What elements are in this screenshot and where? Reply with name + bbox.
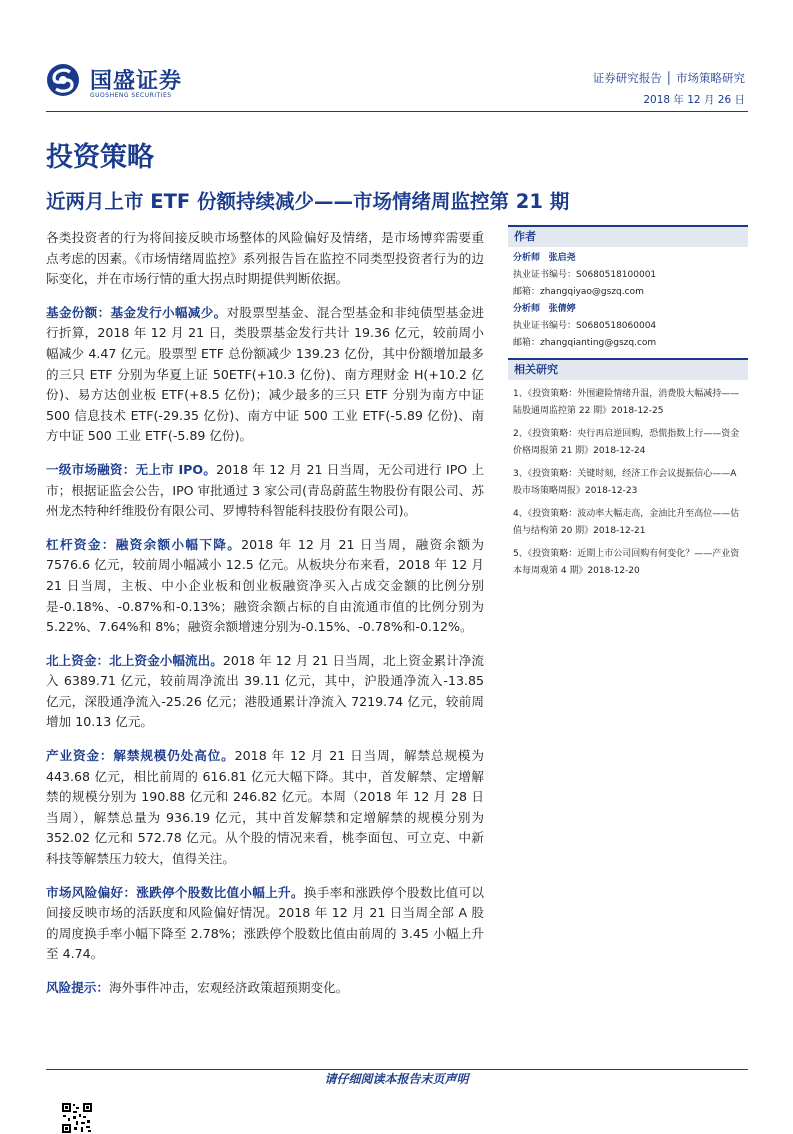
paragraph-text: 换手率和涨跌停个股数比值可以间接反映市场的活跃度和风险偏好情况。2018 年 12 月 21 日当周全部 A 股的周度换手率小幅下降至 2.78%；涨跌停个股数比值由前周的 3.45 小幅上升至 4.74。	[46, 884, 485, 962]
main-body	[46, 228, 484, 1012]
paragraph-keyword: 市场风险偏好：涨跌停个股数比值小幅上升。	[46, 884, 304, 900]
author-role: 分析师	[513, 304, 541, 314]
related-item[interactable]: 1、《投资策略：外围避险情绪升温，消费股大幅减持——陆股通周监控第 22 期》2018-12-25	[513, 389, 740, 416]
author-name: 张倩婷	[548, 304, 576, 314]
author-email[interactable]: 邮箱：zhangqiyao@gszq.com	[513, 287, 644, 297]
author-name: 张启尧	[548, 253, 576, 263]
company-logo-name: 国盛证券	[90, 69, 183, 94]
footer-disclaimer: 请仔细阅读本报告末页声明	[324, 1072, 469, 1086]
paragraph-text: 对股票型基金、混合型基金和非纯债型基金进行折算，2018 年 12 月 21 日，类股票基金发行共计 19.36 亿元，较前周小幅减少 4.47 亿元。股票型 ETF 总份额减少 139.23 亿份，其中份额增加最多的三只 ETF 分别为华夏上证 50ETF(+10.3 亿份)、南方理财金 H(+10.2 亿份)、易方达创业板 ETF(+8.5 亿份)；减少最多的三只 ETF 分别为南方中证 500 信息技术 ETF(-29.35 亿份)、南方中证 500 工业 ETF(-5.89 亿份)、南方中证 500 工业 ETF(-5.89 亿份)。	[46, 304, 485, 444]
author-name-row	[508, 250, 748, 267]
paragraph-text: 2018 年 12 月 21 日当周，北上资金累计净流入 6389.71 亿元，较前周净流出 39.11 亿元，其中，沪股通净流入-13.85 亿元，深股通净流入-25.26 亿元；港股通累计净流入 7219.74 亿元，较前周增加 10.13 亿元。	[46, 652, 484, 730]
report-date: 2018 年 12 月 26 日	[643, 94, 745, 106]
related-item[interactable]: 2、《投资策略：央行再启逆回购，恐慌指数上行——资金价格周报第 21 期》2018-12-24	[513, 429, 740, 456]
sidebar	[508, 225, 748, 586]
paragraph-risk-warning	[46, 978, 484, 999]
author-email[interactable]: 邮箱：zhangqianting@gszq.com	[513, 338, 657, 348]
paragraph-ipo	[46, 460, 484, 522]
paragraph-text: 海外事件冲击，宏观经济政策超预期变化。	[108, 980, 349, 995]
report-title: 近两月上市 ETF 份额持续减少——市场情绪周监控第 21 期	[46, 190, 570, 213]
paragraph-keyword: 北上资金：北上资金小幅流出。	[46, 652, 223, 668]
paragraph-text: 2018 年 12 月 21 日当周，解禁总规模为 443.68 亿元，相比前周的 616.81 亿元大幅下降。其中，首发解禁、定增解禁的规模分别为 190.88 亿元和 246.82 亿元。本周（2018 年 12 月 28 日当周），解禁总量为 936.19 亿元，其中首发解禁和定增解禁的规模分别为 352.02 亿元和 572.78 亿元。从个股的情况来看，桃李面包、可立克、中新科技等解禁压力较大，值得关注。	[46, 748, 484, 867]
guosheng-logo-icon	[46, 63, 80, 97]
author-role: 分析师	[513, 253, 541, 263]
paragraph-keyword: 产业资金：解禁规模仍处高位。	[46, 748, 235, 764]
related-item[interactable]: 3、《投资策略：关键时刻，经济工作会议提振信心——A 股市场策略周报》2018-12-23	[513, 469, 737, 496]
intro-paragraph: 各类投资者的行为将间接反映市场整体的风险偏好及情绪，是市场博弈需要重点考虑的因素。《市场情绪周监控》系列报告旨在监控不同类型投资者行为的边际变化，并在市场行情的重大拐点时期提供判断依据。	[46, 230, 484, 287]
section-title: 投资策略	[46, 142, 154, 173]
report-type: 证券研究报告 │ 市场策略研究	[592, 71, 745, 85]
author-heading: 作者	[508, 225, 748, 247]
author-name-row	[508, 301, 748, 318]
header-divider	[46, 111, 748, 112]
related-heading: 相关研究	[508, 358, 748, 380]
paragraph-leverage	[46, 535, 484, 638]
related-list	[508, 380, 748, 580]
paragraph-keyword: 基金份额：基金发行小幅减少。	[46, 304, 227, 320]
paragraph-risk-appetite	[46, 883, 484, 965]
paragraph-industry	[46, 746, 484, 870]
paragraph-keyword: 杠杆资金：融资余额小幅下降。	[46, 536, 242, 552]
paragraph-text: 2018 年 12 月 21 日当周，无公司进行 IPO 上市；根据证监会公告，IPO 审批通过 3 家公司(青岛蔚蓝生物股份有限公司、苏州龙杰特种纤维股份有限公司、罗博特科智能科技股份有限公司)。	[46, 461, 485, 519]
paragraph-text: 2018 年 12 月 21 日当周，融资余额为 7576.6 亿元，较前周小幅减小 12.5 亿元。从板块分布来看，2018 年 12 月 21 日当周，主板、中小企业板和创业板融资净买入占成交金额的比例分别是-0.18%、-0.87%和-0.13%；融资余额占标的自由流通市值的比例分别为 5.22%、7.64%和 8%；融资余额增速分别为-0.15%、-0.78%和-0.12%。	[46, 536, 484, 635]
paragraph-keyword: 风险提示：	[46, 980, 109, 995]
paragraph-fund-share	[46, 303, 484, 447]
company-logo-english: GUOSHENG SECURITIES	[90, 92, 172, 99]
related-item[interactable]: 5、《投资策略：近期上市公司回购有何变化？——产业资本每周观第 4 期》2018-12-20	[513, 549, 740, 576]
paragraph-keyword: 一级市场融资：无上市 IPO。	[46, 461, 217, 477]
author-cert: 执业证书编号：S0680518060004	[513, 321, 657, 331]
author-block	[508, 247, 748, 352]
qr-code-icon	[61, 1102, 93, 1134]
paragraph-northbound	[46, 651, 484, 733]
related-item[interactable]: 4、《投资策略：波动率大幅走高，金油比升至高位——估值与结构第 20 期》2018-12-21	[513, 509, 740, 536]
author-cert: 执业证书编号：S0680518100001	[513, 270, 657, 280]
